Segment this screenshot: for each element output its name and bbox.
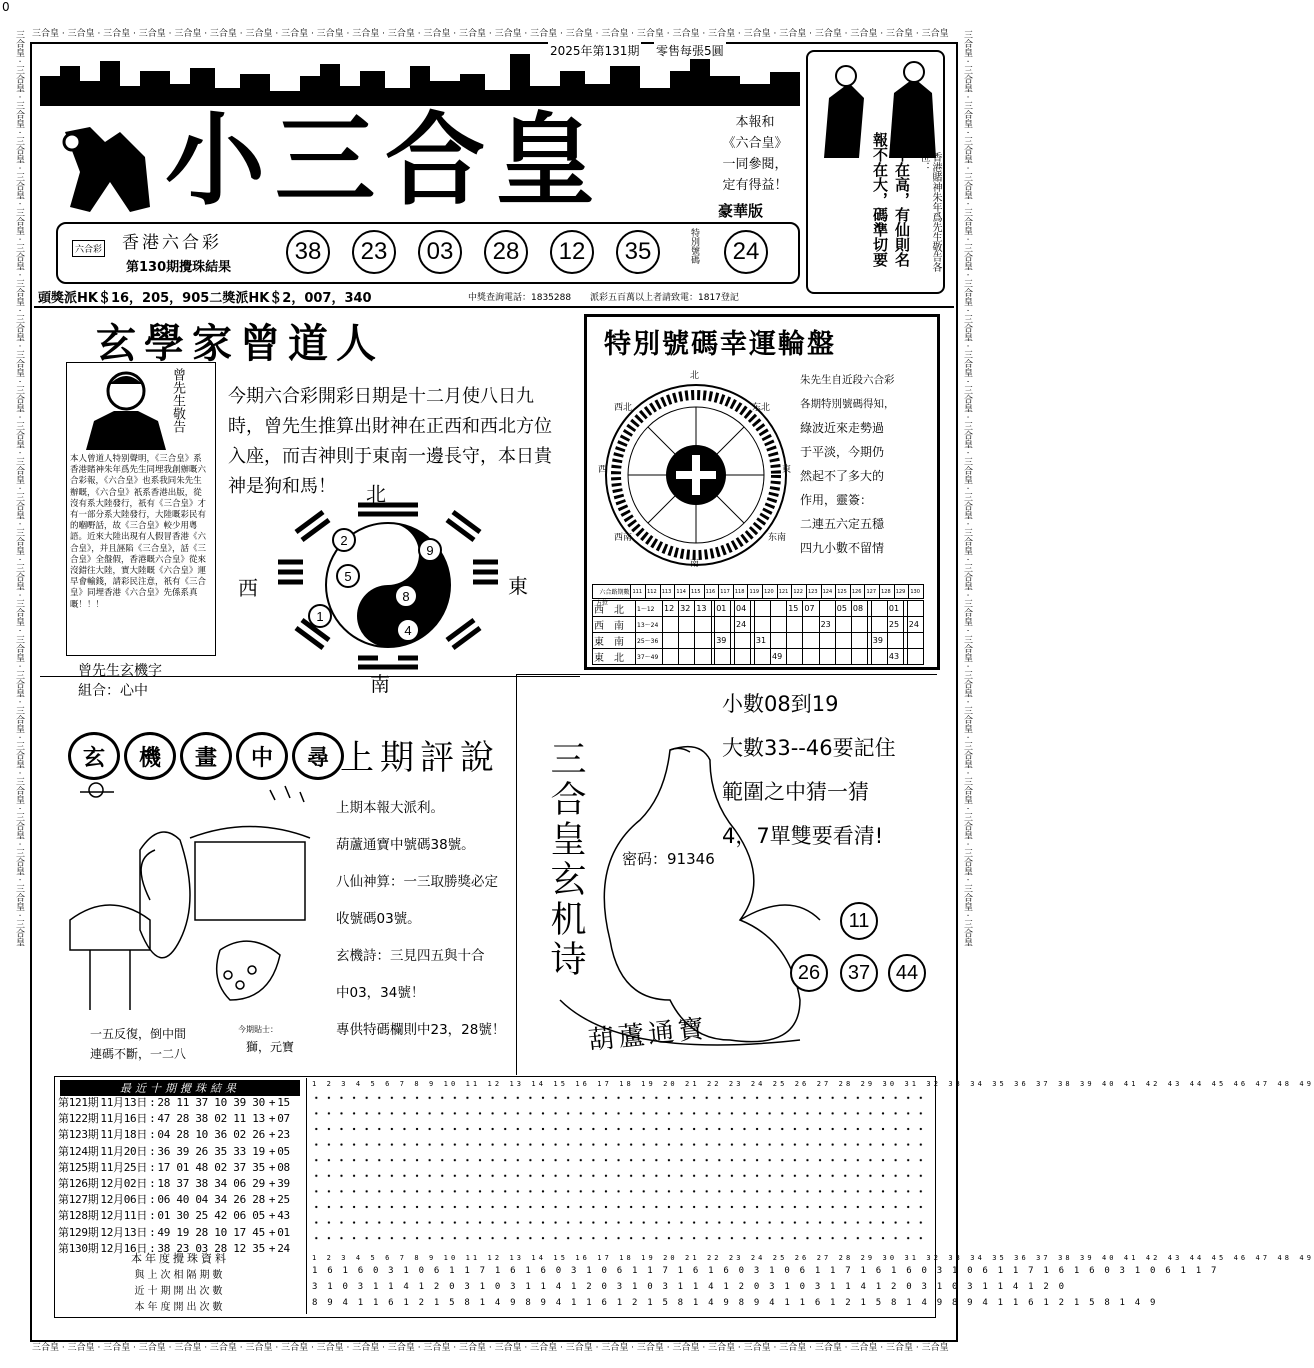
promo-line: 定有得益！: [722, 178, 788, 193]
row-cell: [803, 649, 819, 665]
history-row: [58, 1224, 290, 1240]
tip-label: 今期貼士：: [238, 1025, 278, 1034]
history-plus: +: [268, 1209, 276, 1223]
history-plus: +: [268, 1241, 276, 1255]
row-cell: [754, 601, 770, 617]
result-ball: 35: [616, 230, 660, 274]
history-plus: +: [268, 1144, 276, 1158]
row-cell: [835, 617, 851, 633]
review-title: 上期評說: [340, 738, 500, 778]
row-cell: 24: [735, 617, 751, 633]
stat-row: 3 1 0 3 1 1 4 1 2 0 3 1 0 3 1 1 4 1 2 0 3 1 0 3 1 1 4 1 2 0 3 1 0 3 1 1 4 1 2 0 3 1 0 3 1 1 4 1 2 0: [312, 1282, 1067, 1292]
row-cell: [803, 633, 819, 649]
left-border-strip: 三合皇 · 三合皇 · 三合皇 · 三合皇 · 三合皇 · 三合皇 · 三合皇 · 三合皇 · 三合皇 · 三合皇 · 三合皇 · 三合皇 · 三合皇 · 三合皇 · 三合皇 · 三合皇 · 三合皇 · 三合皇 · 三合皇 · 三合皇 · 三合皇 · 三合皇 · 三合皇 · 三合皇 · 三合皇 · 三合皇: [14, 30, 24, 947]
period-header: 122: [792, 585, 807, 599]
row-cell: 24: [907, 617, 923, 633]
history-plus: +: [268, 1225, 276, 1239]
master-title: 玄學家曾道人: [96, 320, 384, 367]
password-value: 91346: [667, 850, 715, 868]
history-row: [58, 1159, 290, 1175]
right-border-strip: 三合皇 · 三合皇 · 三合皇 · 三合皇 · 三合皇 · 三合皇 · 三合皇 · 三合皇 · 三合皇 · 三合皇 · 三合皇 · 三合皇 · 三合皇 · 三合皇 · 三合皇 · 三合皇 · 三合皇 · 三合皇 · 三合皇 · 三合皇 · 三合皇 · 三合皇 · 三合皇 · 三合皇 · 三合皇 · 三合皇: [962, 30, 972, 947]
history-colon: :: [149, 1160, 156, 1174]
history-date: 11月16日: [100, 1112, 148, 1126]
row-cell: 43: [887, 649, 903, 665]
row-cell: [695, 617, 711, 633]
result-ball: 12: [550, 230, 594, 274]
period-header: 129: [894, 585, 909, 599]
history-date: 12月06日: [100, 1193, 148, 1207]
stat-row: 8 9 4 1 1 6 1 2 1 5 8 1 4 9 8 9 4 1 1 6 1 2 1 5 8 1 4 9 8 9 4 1 1 6 1 2 1 5 8 1 4 9 8 9 4 1 1 6 1 2 1 5 8 1 4 9: [312, 1298, 1158, 1308]
row-cell: [715, 649, 731, 665]
row-direction: 西 南: [593, 617, 636, 633]
history-colon: :: [149, 1193, 156, 1207]
lottery-logo: 六合彩: [72, 240, 105, 257]
row-cell: [871, 601, 887, 617]
history-row: [58, 1175, 290, 1191]
history-special: 24: [277, 1241, 290, 1255]
row-cell: [754, 649, 770, 665]
puzzle-title: [68, 732, 344, 780]
row-cell: [754, 617, 770, 633]
row-cell: [907, 633, 923, 649]
bagua-number: 1: [308, 604, 332, 628]
wheel-dir-southeast: 东南: [768, 533, 787, 543]
period-header: 113: [660, 585, 675, 599]
prize-text: 頭獎派HK＄16，205，905二獎派HK＄2，007，340: [38, 291, 372, 306]
wheel-dir-north: 北: [690, 371, 700, 381]
wheel-table-rows: [592, 600, 924, 665]
history-period: 第123期: [58, 1128, 99, 1142]
row-cell: [835, 649, 851, 665]
edition-label: 豪華版: [718, 202, 764, 220]
row-range: 25～36: [636, 633, 663, 649]
review-line: 八仙神算：一三取勝獎必定: [336, 874, 498, 890]
row-cell: 31: [754, 633, 770, 649]
history-plus: +: [268, 1128, 276, 1142]
review-line: 玄機詩：三見四五與十合: [336, 948, 485, 964]
period-header: 116: [704, 585, 719, 599]
history-numbers: 47 28 38 02 11 13: [157, 1112, 265, 1126]
singer-illustration: [50, 112, 160, 217]
history-period: 第128期: [58, 1209, 99, 1223]
wheel-title: 特別號碼幸運輪盤: [604, 329, 836, 360]
number-header: 1 2 3 4 5 6 7 8 9 10 11 12 13 14 15 16 17 18 19 20 21 22 23 24 25 26 27 28 29 30 31 32 33 34 35 36 37 38 39 40 41 42 43 44 45 46 47 48 49: [312, 1080, 1314, 1088]
history-numbers: 17 01 48 02 37 35: [157, 1160, 265, 1174]
history-plus: +: [268, 1160, 276, 1174]
review-line: 葫蘆通寶中號碼38號。: [336, 837, 475, 853]
history-row: [58, 1110, 290, 1126]
history-date: 11月13日: [100, 1096, 148, 1109]
row-cell: [695, 633, 711, 649]
bagua-number: 4: [396, 618, 420, 642]
row-cell: 23: [819, 617, 835, 633]
master-portrait: [86, 366, 166, 450]
history-numbers: 04 28 10 36 02 26: [157, 1128, 265, 1142]
review-line: 上期本報大派利。: [336, 800, 444, 816]
stat-label: 本年度開出次數: [134, 1302, 226, 1313]
period-header: 125: [836, 585, 851, 599]
caption-line: 一五反復，倒中間: [90, 1027, 187, 1041]
row-cell: [851, 633, 867, 649]
row-cell: [851, 649, 867, 665]
wheel-line: 然起不了多大的: [800, 469, 885, 483]
promo-box: [705, 112, 805, 196]
row-cell: [771, 601, 787, 617]
results-label: 香港六合彩: [122, 233, 222, 253]
row-cell: [771, 617, 787, 633]
wheel-table: [592, 584, 924, 599]
history-plus: +: [268, 1112, 276, 1126]
puzzle-title-char: 畫: [180, 732, 232, 780]
period-header: 126: [850, 585, 865, 599]
wheel-line: 二連五六定五穩: [800, 517, 885, 531]
history-numbers: 18 37 38 34 06 29: [157, 1177, 265, 1190]
history-special: 39: [277, 1177, 290, 1190]
special-ball: 24: [724, 230, 768, 274]
stat-row: 1 6 1 6 0 3 1 0 6 1 1 7 1 6 1 6 0 3 1 0 6 1 1 7 1 6 1 6 0 3 1 0 6 1 1 7 1 6 1 6 0 3 1 0 6 1 1 7 1 6 1 6 0 3 1 0 6 1 1 7: [312, 1266, 1219, 1276]
row-cell: [835, 633, 851, 649]
review-line: 中03，34號！: [336, 985, 425, 1001]
history-colon: :: [149, 1096, 156, 1109]
history-row: [58, 1191, 290, 1207]
puzzle-caption-left: [90, 1024, 186, 1064]
row-cell: [663, 649, 679, 665]
history-colon: :: [149, 1209, 156, 1223]
wheel-line: 朱先生自近段六合彩: [800, 374, 895, 386]
row-cell: 05: [835, 601, 851, 617]
result-ball: 38: [286, 230, 330, 274]
wheel-line: 綠波近來走勢過: [800, 421, 885, 435]
wheel-table-row: [593, 649, 924, 665]
row-cell: 01: [715, 601, 731, 617]
poem-line: 山不在高，有仙則名: [893, 132, 911, 267]
masthead-title: 小三合皇: [165, 101, 605, 219]
row-cell: [715, 617, 731, 633]
history-special: 25: [277, 1193, 290, 1207]
gourd-ball: 44: [888, 954, 926, 992]
wheel-dir-east: 東: [782, 465, 792, 475]
review-line: 收號碼03號。: [336, 911, 421, 927]
bagua-south: 南: [370, 672, 390, 696]
puzzle-title-char: 中: [236, 732, 288, 780]
wheel-dir-west: 西: [598, 465, 608, 475]
issue-number: 2025年第131期: [550, 44, 640, 58]
history-separator: [306, 1078, 307, 1314]
row-cell: [663, 617, 679, 633]
row-cell: 04: [735, 601, 751, 617]
gourd-tip-line: 小數08到19: [722, 692, 839, 716]
stat-label: 近十期開出次數: [134, 1286, 226, 1297]
period-header: 120: [763, 585, 778, 599]
wheel-table-row: [593, 601, 924, 617]
history-date: 12月11日: [100, 1209, 148, 1223]
puzzle-title-char: 機: [124, 732, 176, 780]
table-header-sub: 方位: [596, 600, 609, 607]
row-cell: [803, 617, 819, 633]
gourd-ball: 26: [790, 954, 828, 992]
row-direction: 東 南: [593, 633, 636, 649]
history-row: [58, 1126, 290, 1142]
row-cell: 25: [887, 617, 903, 633]
history-row: [58, 1143, 290, 1159]
row-cell: 12: [663, 601, 679, 617]
history-special: 05: [277, 1144, 290, 1158]
row-direction: 東 北: [593, 649, 636, 665]
row-cell: [787, 617, 803, 633]
stat-label: 與上次相隔期數: [134, 1270, 226, 1281]
wheel-line: 各期特別號碼得知，: [800, 398, 895, 410]
row-cell: [819, 601, 835, 617]
history-numbers: 38 23 03 28 12 35: [157, 1241, 265, 1255]
row-range: 1～12: [636, 601, 663, 617]
history-colon: :: [149, 1112, 156, 1126]
special-label: 特別號碼: [689, 228, 699, 264]
history-date: 11月18日: [100, 1128, 148, 1142]
row-cell: [887, 633, 903, 649]
master-statement: 本人曾道人特别聲明，《三合皇》系香港賭神朱年爲先生同埋我創辦嘅六合彩報，《六合皇》也系我同朱先生辦嘅，《六合皇》祇系香港出版，從沒有系大陸發行，祇有《三合皇》才有一部分系大陸發行，大陸嘅彩民有的嗰嘢話，故《三合皇》較少用粵語。近來大陸出現有人假冒香港《六合皇》，并且誣陷《三合皇》，話《三合皇》全盤假，香港嘅六合皇》從來沒錯往大陸，實大陸嘅《六合皇》運早會輸錢，請彩民注意，祇有《三合皇》同埋香港《六合皇》先係系真嘅！！！: [70, 454, 207, 610]
combo-value: 組合：心中: [78, 683, 148, 699]
wheel-table-row: [593, 633, 924, 649]
gourd-tips: [722, 682, 896, 858]
side-poem: [869, 132, 913, 282]
result-ball: 28: [484, 230, 528, 274]
row-cell: 39: [715, 633, 731, 649]
row-cell: [735, 633, 751, 649]
history-plus: +: [268, 1096, 276, 1109]
row-cell: [695, 649, 711, 665]
history-colon: :: [149, 1225, 156, 1239]
top-border-strip: 三合皇 · 三合皇 · 三合皇 · 三合皇 · 三合皇 · 三合皇 · 三合皇 · 三合皇 · 三合皇 · 三合皇 · 三合皇 · 三合皇 · 三合皇 · 三合皇 · 三合皇 · 三合皇 · 三合皇 · 三合皇 · 三合皇 · 三合皇 · 三合皇 · 三合皇 · 三合皇 · 三合皇 · 三合皇 · 三合皇: [32, 29, 949, 39]
wheel-table-header: [593, 585, 924, 599]
history-period: 第124期: [58, 1144, 99, 1158]
wheel-dir-south: 南: [690, 559, 700, 569]
period-header: 114: [675, 585, 690, 599]
history-date: 12月02日: [100, 1177, 148, 1190]
history-period: 第130期: [58, 1241, 99, 1255]
period-header: 130: [909, 585, 924, 599]
caption-line: 連碼不斷，一二八: [90, 1047, 187, 1061]
side-credit: 香港賭神朱年爲先生敬告各位：: [918, 152, 941, 272]
results-sub: 第130期攪珠結果: [126, 260, 232, 275]
bagua-number: 8: [394, 584, 418, 608]
history-numbers: 49 19 28 10 17 45: [157, 1225, 265, 1239]
period-header: 124: [821, 585, 836, 599]
history-plus: +: [268, 1177, 276, 1190]
bagua-diagram: [268, 490, 508, 680]
review-line: 專供特碼欄則中23，28號！: [336, 1022, 506, 1038]
side-poem-box: [806, 50, 945, 294]
period-header: 111: [631, 585, 646, 599]
period-header: 123: [806, 585, 821, 599]
row-cell: [819, 649, 835, 665]
history-special: 08: [277, 1160, 290, 1174]
history-numbers: 28 11 37 10 39 30: [157, 1096, 265, 1109]
history-numbers: 36 39 26 35 33 19: [157, 1144, 265, 1158]
row-cell: 07: [803, 601, 819, 617]
promo-line: 一同參閱，: [722, 157, 788, 172]
bottom-border-strip: 三合皇 · 三合皇 · 三合皇 · 三合皇 · 三合皇 · 三合皇 · 三合皇 · 三合皇 · 三合皇 · 三合皇 · 三合皇 · 三合皇 · 三合皇 · 三合皇 · 三合皇 · 三合皇 · 三合皇 · 三合皇 · 三合皇 · 三合皇 · 三合皇 · 三合皇 · 三合皇 · 三合皇 · 三合皇 · 三合皇: [32, 1343, 949, 1353]
history-title: 最近十期攪珠結果: [60, 1080, 300, 1096]
table-header-label: 六合路期數: [593, 585, 631, 599]
row-cell: 15: [787, 601, 803, 617]
history-period: 第122期: [58, 1112, 99, 1126]
row-range: 13～24: [636, 617, 663, 633]
history-numbers: 06 40 04 34 26 28: [157, 1193, 265, 1207]
gourd-tip-line: 大數33--46要記住: [722, 736, 896, 760]
promo-line: 本報和: [735, 115, 775, 130]
history-period: 第126期: [58, 1177, 99, 1190]
row-cell: [735, 649, 751, 665]
history-colon: :: [149, 1241, 156, 1255]
row-direction: 西 北: [593, 601, 636, 617]
history-special: 07: [277, 1112, 290, 1126]
row-cell: [679, 617, 695, 633]
row-cell: 32: [679, 601, 695, 617]
history-date: 12月16日: [100, 1241, 148, 1255]
result-ball: 03: [418, 230, 462, 274]
wheel-dir-northwest: 西北: [614, 403, 633, 413]
history-row: [58, 1207, 290, 1223]
history-special: 23: [277, 1128, 290, 1142]
history-period: 第125期: [58, 1160, 99, 1174]
pavilion-illustration: [70, 780, 330, 1020]
combo-label: 曾先生玄機字: [78, 663, 162, 679]
history-row: [58, 1094, 290, 1110]
period-header: 121: [777, 585, 792, 599]
history-period: 第129期: [58, 1225, 99, 1239]
history-special: 43: [277, 1209, 290, 1223]
bagua-number: 2: [332, 528, 356, 552]
wheel-table-row: [593, 617, 924, 633]
history-date: 11月25日: [100, 1160, 148, 1174]
gourd-label: 葫蘆通寶: [587, 1013, 710, 1057]
tip-value: 獅，元寶: [246, 1040, 295, 1054]
gourd-password: [622, 848, 715, 869]
row-range: 37～49: [636, 649, 663, 665]
row-cell: [819, 633, 835, 649]
price-label: 零售每張5圓: [656, 44, 724, 58]
history-colon: :: [149, 1128, 156, 1142]
row-cell: [663, 633, 679, 649]
row-cell: [679, 633, 695, 649]
row-cell: [871, 649, 887, 665]
gourd-vertical-title: 三合皇玄机诗: [545, 740, 586, 980]
poem-line: 報不在大，碼準切要: [871, 132, 889, 267]
master-caption: 曾先生敬告: [170, 368, 185, 433]
wheel-dir-northeast: 东北: [752, 403, 771, 413]
wheel-line: 作用，靈簽：: [800, 493, 873, 507]
promo-line: 《六合皇》: [722, 136, 788, 151]
period-header: 128: [880, 585, 895, 599]
puzzle-divider: [40, 676, 580, 677]
puzzle-title-char: 尋: [292, 732, 344, 780]
password-label: 密码：: [622, 850, 668, 868]
row-cell: 39: [871, 633, 887, 649]
bagua-number: 9: [418, 538, 442, 562]
master-paragraph: 今期六合彩開彩日期是十二月使八日九時，曾先生推算出財神在正西和西北方位入座，而吉神則于東南一邊長守，本日貴神是狗和馬！: [228, 386, 552, 497]
row-cell: [907, 649, 923, 665]
bagua-north: 北: [366, 482, 386, 506]
gourd-ball: 11: [840, 902, 878, 940]
history-period: 第127期: [58, 1193, 99, 1207]
wheel-commentary: [800, 368, 930, 560]
period-header: 127: [865, 585, 880, 599]
wheel-table-body: [592, 600, 924, 665]
review-lines: [336, 790, 516, 1049]
bagua-number: 5: [336, 564, 360, 588]
history-numbers: 01 30 25 42 06 05: [157, 1209, 265, 1223]
row-cell: 49: [771, 649, 787, 665]
hotline-text: 中獎查詢電話：1835288: [468, 293, 572, 303]
result-ball: 23: [352, 230, 396, 274]
dot-grid: [310, 1090, 930, 1250]
period-header: 118: [733, 585, 748, 599]
history-plus: +: [268, 1193, 276, 1207]
row-cell: [679, 649, 695, 665]
puzzle-title-char: 玄: [68, 732, 120, 780]
period-header: 117: [719, 585, 734, 599]
period-header: 115: [689, 585, 704, 599]
history-colon: :: [149, 1144, 156, 1158]
row-cell: [907, 601, 923, 617]
bagua-west: 西: [238, 576, 258, 600]
history-period: 第121期: [58, 1096, 99, 1109]
gourd-tip-line: 範圍之中猜一猜: [722, 780, 869, 804]
row-cell: [787, 633, 803, 649]
history-date: 11月20日: [100, 1144, 148, 1158]
period-header: 112: [646, 585, 661, 599]
wheel-dir-southwest: 西南: [614, 533, 633, 543]
gourd-ball: 37: [840, 954, 878, 992]
period-header: 119: [748, 585, 763, 599]
wheel-line: 于平淡，今期仍: [800, 445, 885, 459]
year-title: 本年度攪珠資料: [131, 1252, 229, 1265]
corner-mark: 0: [2, 0, 10, 14]
history-special: 15: [277, 1096, 290, 1109]
wheel-line: 四九小數不留情: [800, 541, 885, 555]
row-cell: [871, 617, 887, 633]
row-cell: 08: [851, 601, 867, 617]
history-colon: :: [149, 1177, 156, 1190]
row-cell: [787, 649, 803, 665]
row-cell: [771, 633, 787, 649]
history-date: 12月13日: [100, 1225, 148, 1239]
row-cell: 13: [695, 601, 711, 617]
bagua-east: 東: [508, 574, 528, 598]
history-special: 01: [277, 1225, 290, 1239]
number-header-bottom: 1 2 3 4 5 6 7 8 9 10 11 12 13 14 15 16 17 18 19 20 21 22 23 24 25 26 27 28 29 30 31 32 33 34 35 36 37 38 39 40 41 42 43 44 45 46 47 48 49: [312, 1254, 1314, 1262]
prize-note: 派彩五百萬以上者請致電：1817登記: [590, 293, 739, 303]
gourd-tip-line: 4，7單雙要看清!: [722, 824, 884, 848]
row-cell: 01: [887, 601, 903, 617]
row-cell: [851, 617, 867, 633]
